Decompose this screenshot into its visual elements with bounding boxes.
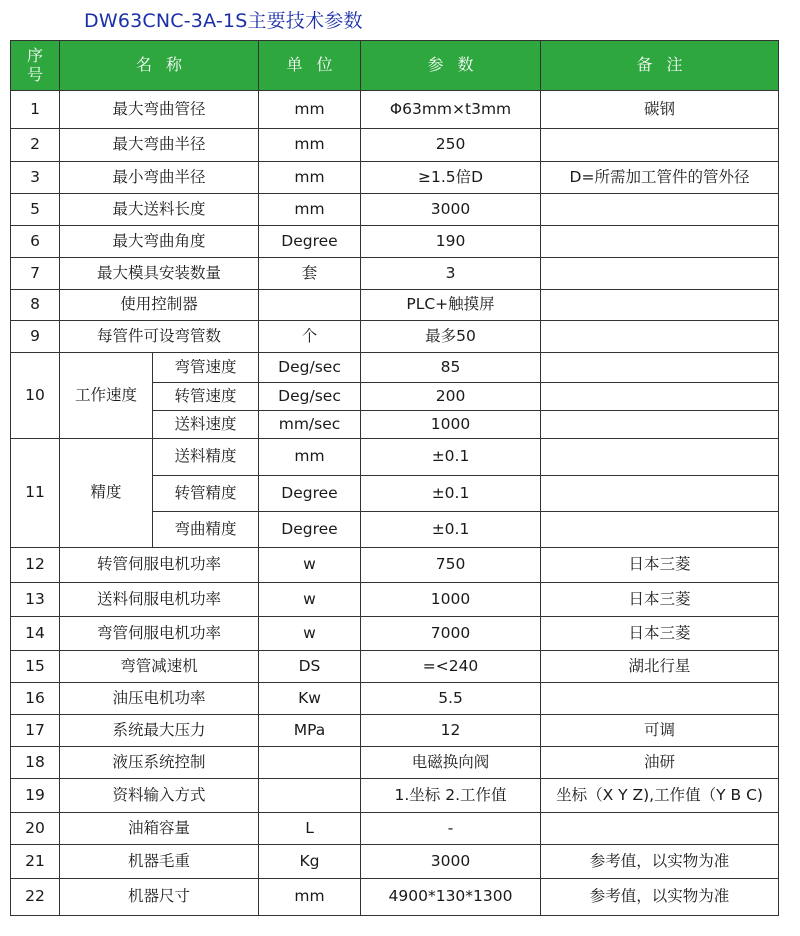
row-param: 250 xyxy=(361,129,541,162)
header-param: 参数 xyxy=(361,41,541,91)
row-param: PLC+触摸屏 xyxy=(361,290,541,321)
row-remark xyxy=(541,321,779,353)
table-row xyxy=(11,439,779,476)
header-index: 序 号 xyxy=(11,41,60,91)
table-row xyxy=(11,194,779,226)
row-unit: w xyxy=(259,583,361,617)
table-row xyxy=(11,879,779,916)
table-row xyxy=(11,290,779,321)
row-name: 机器毛重 xyxy=(60,845,259,879)
row-unit xyxy=(259,747,361,779)
row-name: 每管件可设弯管数 xyxy=(60,321,259,353)
row-remark xyxy=(541,194,779,226)
row-index: 16 xyxy=(11,683,60,715)
row-param: 电磁换向阀 xyxy=(361,747,541,779)
row-name: 资料输入方式 xyxy=(60,779,259,813)
table-row xyxy=(11,683,779,715)
row-name: 工作速度 xyxy=(60,353,153,439)
row-param: ≥1.5倍D xyxy=(361,162,541,194)
row-param: 190 xyxy=(361,226,541,258)
row-unit: Kw xyxy=(259,683,361,715)
row-index: 21 xyxy=(11,845,60,879)
row-subname: 弯曲精度 xyxy=(153,512,259,548)
row-remark xyxy=(541,258,779,290)
row-remark xyxy=(541,226,779,258)
row-name: 最大弯曲角度 xyxy=(60,226,259,258)
row-param: 1000 xyxy=(361,411,541,439)
row-param: 3000 xyxy=(361,845,541,879)
row-name: 油箱容量 xyxy=(60,813,259,845)
row-subname: 弯管速度 xyxy=(153,353,259,383)
row-unit xyxy=(259,290,361,321)
row-name: 最小弯曲半径 xyxy=(60,162,259,194)
table-row xyxy=(11,321,779,353)
row-remark: 油研 xyxy=(541,747,779,779)
row-name: 油压电机功率 xyxy=(60,683,259,715)
row-unit: mm xyxy=(259,439,361,476)
row-param: ±0.1 xyxy=(361,476,541,512)
row-remark xyxy=(541,383,779,411)
row-index: 2 xyxy=(11,129,60,162)
row-name: 最大模具安装数量 xyxy=(60,258,259,290)
row-name: 机器尺寸 xyxy=(60,879,259,916)
row-name: 精度 xyxy=(60,439,153,548)
row-unit: Degree xyxy=(259,512,361,548)
header-remark: 备注 xyxy=(541,41,779,91)
row-unit xyxy=(259,779,361,813)
row-unit: MPa xyxy=(259,715,361,747)
table-row xyxy=(11,91,779,129)
row-unit: DS xyxy=(259,651,361,683)
row-unit: mm xyxy=(259,129,361,162)
row-name: 转管伺服电机功率 xyxy=(60,548,259,583)
row-remark: 日本三菱 xyxy=(541,617,779,651)
row-unit: w xyxy=(259,548,361,583)
row-index: 10 xyxy=(11,353,60,439)
row-param: 3 xyxy=(361,258,541,290)
row-param: 5.5 xyxy=(361,683,541,715)
row-index: 22 xyxy=(11,879,60,916)
row-unit: Degree xyxy=(259,226,361,258)
table-row xyxy=(11,226,779,258)
row-remark: 湖北行星 xyxy=(541,651,779,683)
row-unit: Deg/sec xyxy=(259,383,361,411)
row-name: 最大送料长度 xyxy=(60,194,259,226)
row-remark xyxy=(541,439,779,476)
row-remark: 坐标（X Y Z),工作值（Y B C) xyxy=(541,779,779,813)
row-name: 弯管减速机 xyxy=(60,651,259,683)
row-param: 4900*130*1300 xyxy=(361,879,541,916)
row-remark: 参考值，以实物为准 xyxy=(541,879,779,916)
row-name: 使用控制器 xyxy=(60,290,259,321)
table-row xyxy=(11,779,779,813)
row-unit: L xyxy=(259,813,361,845)
row-param: ±0.1 xyxy=(361,512,541,548)
row-unit: Deg/sec xyxy=(259,353,361,383)
row-index: 18 xyxy=(11,747,60,779)
row-unit: 套 xyxy=(259,258,361,290)
table-row xyxy=(11,583,779,617)
row-unit: Kg xyxy=(259,845,361,879)
row-remark: 参考值，以实物为准 xyxy=(541,845,779,879)
row-index: 11 xyxy=(11,439,60,548)
row-name: 弯管伺服电机功率 xyxy=(60,617,259,651)
table-row xyxy=(11,258,779,290)
row-param: ±0.1 xyxy=(361,439,541,476)
row-unit: Degree xyxy=(259,476,361,512)
row-index: 20 xyxy=(11,813,60,845)
table-row xyxy=(11,548,779,583)
row-index: 17 xyxy=(11,715,60,747)
row-index: 1 xyxy=(11,91,60,129)
row-index: 19 xyxy=(11,779,60,813)
row-param: 200 xyxy=(361,383,541,411)
row-remark: 碳钢 xyxy=(541,91,779,129)
header-name: 名称 xyxy=(60,41,259,91)
row-unit: w xyxy=(259,617,361,651)
row-remark xyxy=(541,290,779,321)
row-remark xyxy=(541,353,779,383)
header-unit: 单位 xyxy=(259,41,361,91)
table-header xyxy=(11,41,779,91)
row-index: 5 xyxy=(11,194,60,226)
row-subname: 送料速度 xyxy=(153,411,259,439)
row-unit: mm xyxy=(259,162,361,194)
row-remark xyxy=(541,476,779,512)
spec-table xyxy=(10,40,779,916)
row-name: 送料伺服电机功率 xyxy=(60,583,259,617)
row-index: 14 xyxy=(11,617,60,651)
row-unit: mm xyxy=(259,91,361,129)
row-param: 12 xyxy=(361,715,541,747)
row-unit: mm xyxy=(259,194,361,226)
row-param: 7000 xyxy=(361,617,541,651)
table-row xyxy=(11,651,779,683)
row-name: 最大弯曲半径 xyxy=(60,129,259,162)
row-remark: 日本三菱 xyxy=(541,583,779,617)
row-index: 15 xyxy=(11,651,60,683)
row-index: 9 xyxy=(11,321,60,353)
row-param: 85 xyxy=(361,353,541,383)
table-row xyxy=(11,845,779,879)
table-row xyxy=(11,747,779,779)
row-remark xyxy=(541,512,779,548)
table-row xyxy=(11,353,779,383)
row-remark xyxy=(541,129,779,162)
table-row xyxy=(11,129,779,162)
row-remark: D=所需加工管件的管外径 xyxy=(541,162,779,194)
row-param: Φ63mm×t3mm xyxy=(361,91,541,129)
row-remark xyxy=(541,813,779,845)
row-param: 3000 xyxy=(361,194,541,226)
page-title: DW63CNC-3A-1S主要技术参数 xyxy=(84,10,363,32)
row-subname: 转管速度 xyxy=(153,383,259,411)
row-remark: 可调 xyxy=(541,715,779,747)
row-index: 12 xyxy=(11,548,60,583)
table-row xyxy=(11,617,779,651)
row-index: 6 xyxy=(11,226,60,258)
row-remark: 日本三菱 xyxy=(541,548,779,583)
row-subname: 转管精度 xyxy=(153,476,259,512)
row-name: 系统最大压力 xyxy=(60,715,259,747)
table-row xyxy=(11,162,779,194)
row-param: 1.坐标 2.工作值 xyxy=(361,779,541,813)
row-name: 最大弯曲管径 xyxy=(60,91,259,129)
table-row xyxy=(11,813,779,845)
table-row xyxy=(11,715,779,747)
row-index: 13 xyxy=(11,583,60,617)
row-param: =<240 xyxy=(361,651,541,683)
row-index: 8 xyxy=(11,290,60,321)
row-remark xyxy=(541,411,779,439)
row-unit: mm/sec xyxy=(259,411,361,439)
row-index: 3 xyxy=(11,162,60,194)
row-index: 7 xyxy=(11,258,60,290)
row-unit: mm xyxy=(259,879,361,916)
row-param: 最多50 xyxy=(361,321,541,353)
row-param: 750 xyxy=(361,548,541,583)
row-name: 液压系统控制 xyxy=(60,747,259,779)
row-remark xyxy=(541,683,779,715)
row-subname: 送料精度 xyxy=(153,439,259,476)
row-unit: 个 xyxy=(259,321,361,353)
row-param: 1000 xyxy=(361,583,541,617)
row-param: - xyxy=(361,813,541,845)
